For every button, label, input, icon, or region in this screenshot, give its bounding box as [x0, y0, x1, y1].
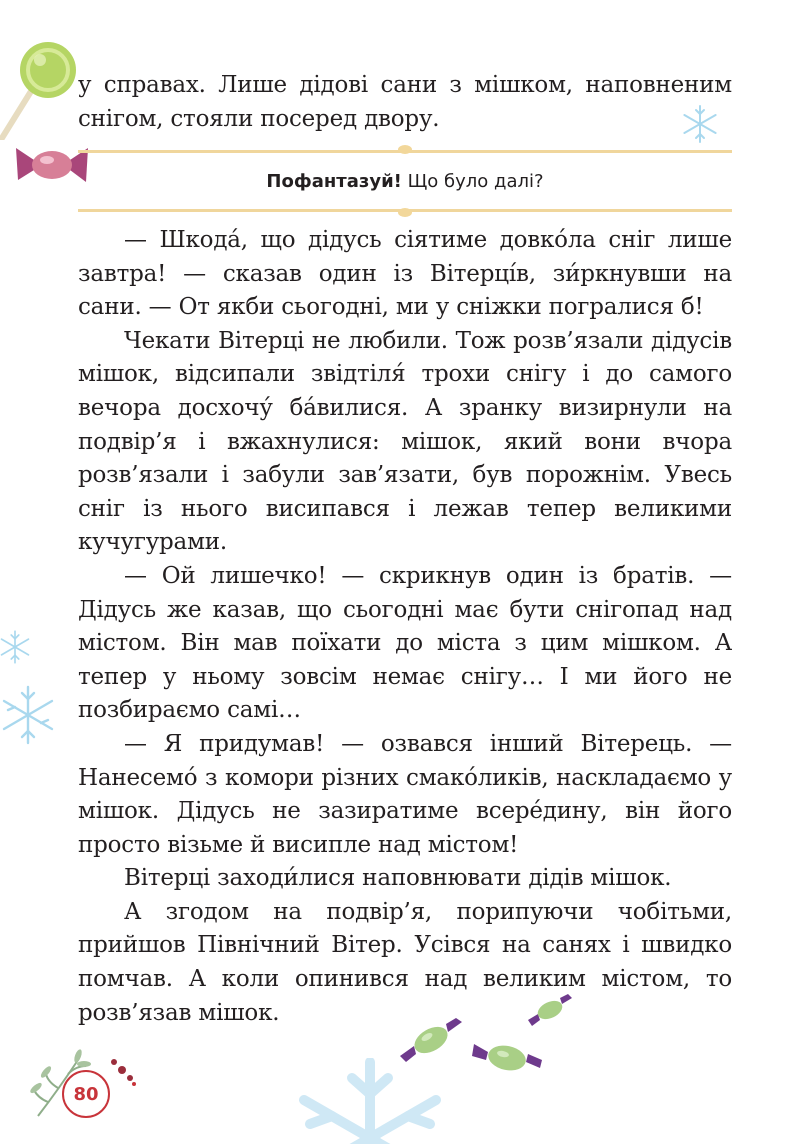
story-paragraph: А згодом на подвір’я, порипуючи чобітьми, прийшов Північний Вітер. Усівся на санях і швидко помчав. А коли опинився над великим містом, то розв’язав мішок. [78, 898, 732, 1026]
story-paragraph: — Ой лишечко! — скрикнув один із братів. — Дідусь же казав, що сьогодні має бути снігопад над містом. Він мав поїхати до міста з цим мішком. А тепер у ньому зовсім немає снігу… І ми його не позбираємо самі… [78, 562, 732, 724]
lollipop-icon [0, 20, 80, 140]
intro-paragraph [78, 69, 732, 136]
story-paragraph: — Шкода́, що дідусь сіятиме довко́ла сніг лише завтра! — сказав один із Вітерці́в, зи́ркнувши на сани. — От якби сьогодні, ми у сніжки погралися б! [78, 227, 732, 321]
intro-text: у справах. Лише дідові сани з мішком, наповненим снігом, стояли посеред двору. [78, 72, 732, 132]
green-candy-icon [472, 1038, 542, 1078]
prompt-bold: Пофантазуй! [266, 170, 402, 192]
page-number: 80 [62, 1070, 110, 1118]
prompt-rest: Що було далі? [401, 170, 544, 192]
green-candy-icon [398, 1018, 464, 1062]
green-candy-icon [526, 994, 574, 1026]
divider-dot-bottom [398, 208, 412, 217]
story-paragraph: Вітерці заходи́лися наповнювати дідів мішок. [124, 865, 672, 892]
snowflake-icon [0, 684, 56, 746]
snowflake-icon [0, 624, 30, 670]
prompt-text [266, 171, 543, 192]
story-paragraph: — Я придумав! — озвався інший Вітерець. — Нанесемо́ з комори різних смако́ликів, наскладаємо у мішок. Дідусь не зазиратиме всере́дину, він його просто візьме й висипле над містом! [78, 730, 732, 858]
divider-dot-top [398, 145, 412, 154]
prompt-bar [78, 150, 732, 212]
snowflake-icon [290, 1058, 450, 1144]
story-text [78, 224, 732, 1030]
story-paragraph: Чекати Вітерці не любили. Тож розв’язали дідусів мішок, відсипали звідтіля́ трохи снігу і до самого вечора досхочу́ ба́вилися. А зранку визирнули на подвір’я і вжахнулися: мішок, який вони вчора розв’язали і забули зав’язати, був порожнім. Увесь сніг із нього висипався і лежав тепер великими кучугурами. [78, 327, 732, 556]
